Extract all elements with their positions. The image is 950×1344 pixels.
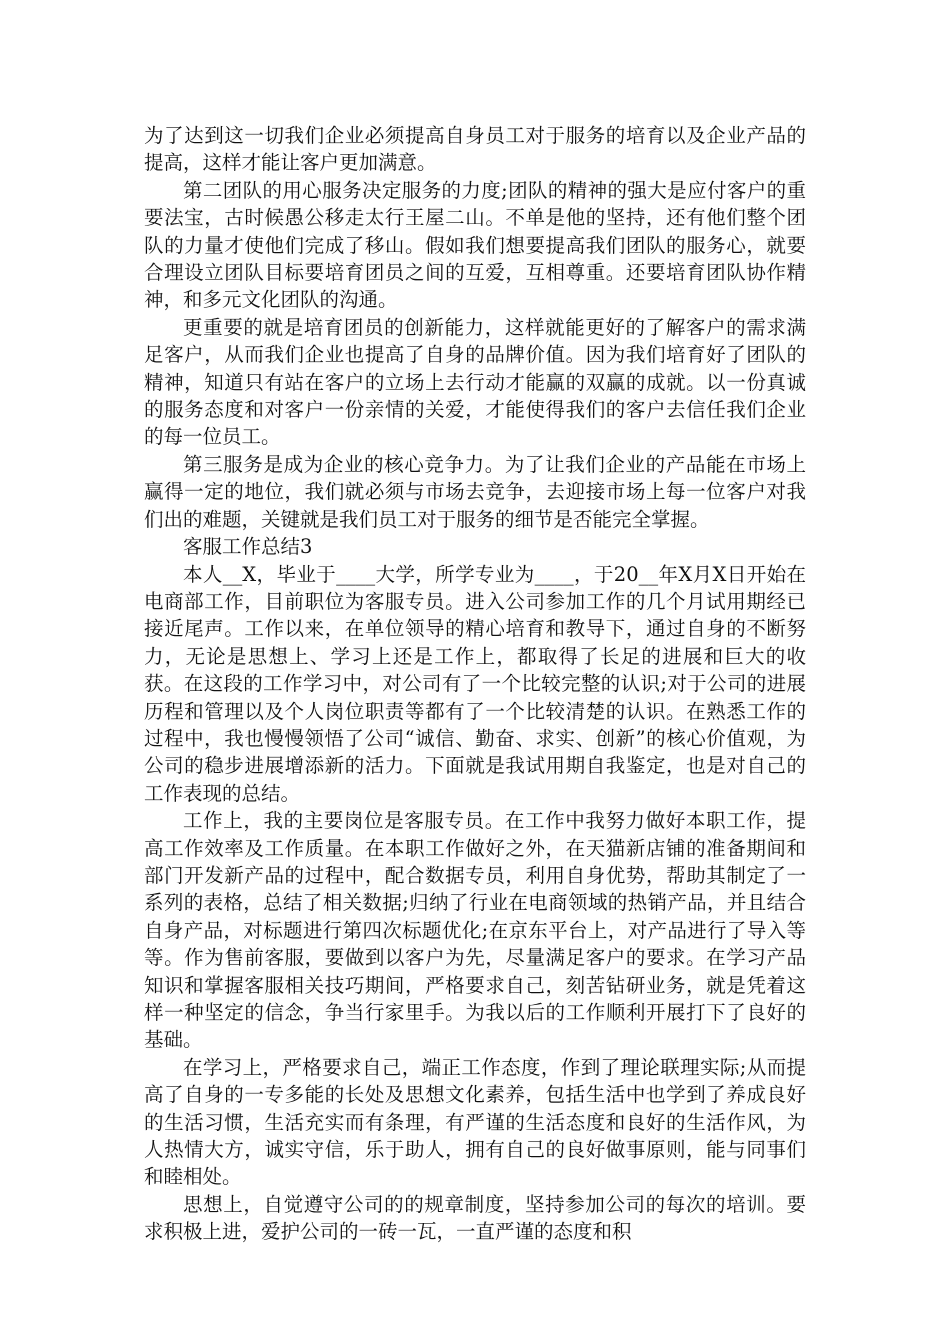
paragraph-2: 第二团队的用心服务决定服务的力度;团队的精神的强大是应付客户的重要法宝，古时候愚公移走太行王屋二山。不单是他的坚持，还有他们整个团队的力量才使他们完成了移山。假如我们想要提高我们团队的服务心，就要合理设立团队目标要培育团员之间的互爱，互相尊重。还要培育团队协作精神，和多元文化团队的沟通。 <box>144 178 806 312</box>
paragraph-3: 更重要的就是培育团员的创新能力，这样就能更好的了解客户的需求满足客户，从而我们企业也提高了自身的品牌价值。因为我们培育好了团队的精神，知道只有站在客户的立场上去行动才能赢的双赢的成就。以一份真诚的服务态度和对客户一份亲情的关爱，才能使得我们的客户去信任我们企业的每一位员工。 <box>144 315 806 449</box>
paragraph-8: 思想上，自觉遵守公司的的规章制度，坚持参加公司的每次的培训。要求积极上进，爱护公司的一砖一瓦，一直严谨的态度和积 <box>144 1192 806 1244</box>
paragraph-1: 为了达到这一切我们企业必须提高自身员工对于服务的培育以及企业产品的提高，这样才能让客户更加满意。 <box>144 124 806 175</box>
paragraph-4: 第三服务是成为企业的核心竞争力。为了让我们企业的产品能在市场上赢得一定的地位，我们就必须与市场去竞争，去迎接市场上每一位客户对我们出的难题，关键就是我们员工对于服务的细节是否能完全掌握。 <box>144 452 806 531</box>
section-heading: 客服工作总结3 <box>183 535 313 559</box>
paragraph-5: 本人__X，毕业于____大学，所学专业为____，于20__年X月X日开始在电商部工作，目前职位为客服专员。进入公司参加工作的几个月试用期经已接近尾声。工作以来，在单位领导的精心培育和教导下，通过自身的不断努力，无论是思想上、学习上还是工作上，都取得了长足的进展和巨大的收获。在这段的工作学习中，对公司有了一个比较完整的认识;对于公司的进展历程和管理以及个人岗位职责等都有了一个比较清楚的认识。在熟悉工作的过程中，我也慢慢领悟了公司“诚信、勤奋、求实、创新”的核心价值观，为公司的稳步进展增添新的活力。下面就是我试用期自我鉴定，也是对自己的工作表现的总结。 <box>144 562 806 805</box>
document-page <box>144 122 806 1246</box>
paragraph-6: 工作上，我的主要岗位是客服专员。在工作中我努力做好本职工作，提高工作效率及工作质量。在本职工作做好之外，在天猫新店铺的准备期间和部门开发新产品的过程中，配合数据专员，利用自身优势，帮助其制定了一系列的表格，总结了相关数据;归纳了行业在电商领域的热销产品，并且结合自身产品，对标题进行第四次标题优化;在京东平台上，对产品进行了导入等等。作为售前客服，要做到以客户为先，尽量满足客户的要求。在学习产品知识和掌握客服相关技巧期间，严格要求自己，刻苦钻研业务，就是凭着这样一种坚定的信念，争当行家里手。为我以后的工作顺利开展打下了良好的基础。 <box>144 809 806 1052</box>
paragraph-7: 在学习上，严格要求自己，端正工作态度，作到了理论联理实际;从而提高了自身的一专多能的长处及思想文化素养，包括生活中也学到了养成良好的生活习惯，生活充实而有条理，有严谨的生活态度和良好的生活作风，为人热情大方，诚实守信，乐于助人，拥有自己的良好做事原则，能与同事们和睦相处。 <box>144 1055 806 1189</box>
